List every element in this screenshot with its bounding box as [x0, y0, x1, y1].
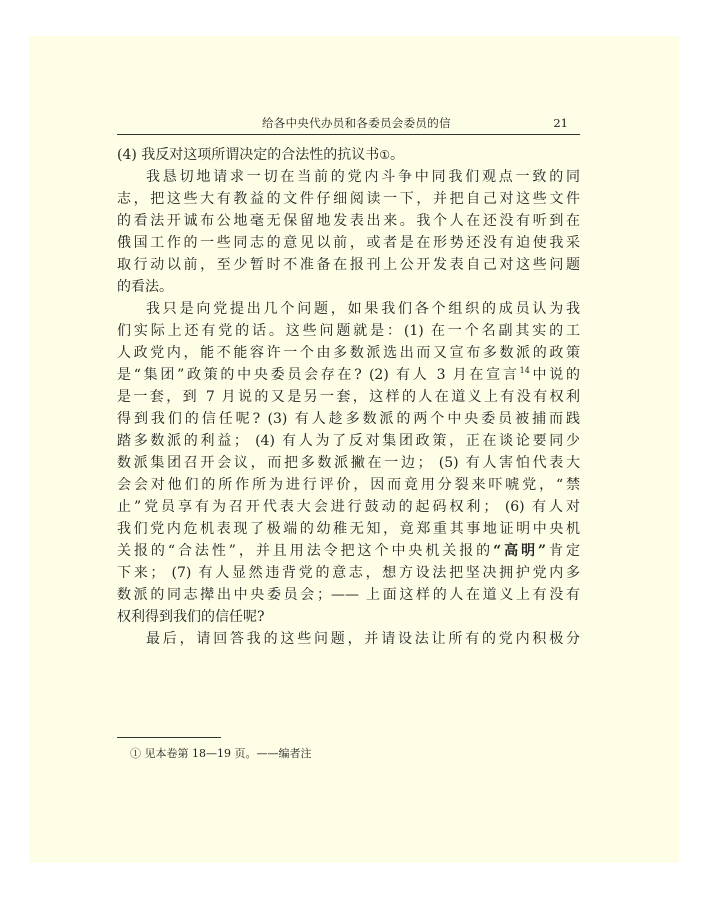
text-line: 取行动以前，至少暂时不准备在报刊上公开发表自己对这些问题 — [117, 257, 580, 273]
footnote: ① 见本卷第 18—19 页。——编者注 — [130, 747, 312, 760]
text-line: 踏多数派的利益； (4) 有人为了反对集团政策，正在谈论要同少 — [117, 433, 580, 449]
emphasis-text: “高明” — [493, 543, 547, 559]
running-header — [117, 112, 580, 135]
endnote-marker[interactable]: 14 — [519, 366, 530, 375]
text-line: 是一套，到 7 月说的又是另一套，这样的人在道义上有没有权利 — [117, 389, 580, 405]
text-line: 得到我们的信任呢? (3) 有人趁多数派的两个中央委员被捕而践 — [117, 411, 580, 427]
text-segment: 是“集团”政策的中央委员会存在? (2) 有人 3 月在宣言 — [117, 367, 520, 383]
text-line: 志，把这些大有教益的文件仔细阅读一下，并把自己对这些文件 — [117, 191, 580, 207]
text-line: 的看法开诚布公地毫无保留地发表出来。我个人在还没有听到在 — [117, 213, 580, 229]
text-line: 俄国工作的一些同志的意见以前，或者是在形势还没有迫使我采 — [117, 235, 580, 251]
text-line: 数派的同志撵出中央委员会；—— 上面这样的人在道义上有没有 — [117, 587, 580, 603]
text-segment: 肯定 — [546, 543, 580, 559]
text-segment: 关报的“合法性”，并且用法令把这个中央机关报的 — [117, 543, 494, 559]
text-line: 人政党内，能不能容许一个由多数派选出而又宣布多数派的政策 — [117, 345, 580, 361]
footnote-marker[interactable]: ① — [379, 148, 391, 162]
text-line — [117, 364, 580, 386]
text-segment: (4) 我反对这项所谓决定的合法性的抗议书 — [117, 147, 380, 163]
running-title: 给各中央代办员和各委员会委员的信 — [262, 116, 451, 130]
text-line: 我只是向党提出几个问题，如果我们各个组织的成员认为我 — [146, 301, 580, 317]
text-line: 下来； (7) 有人显然违背党的意志，想方设法把坚决拥护党内多 — [117, 565, 580, 581]
footnote-rule — [117, 737, 221, 738]
body-text — [117, 144, 580, 650]
page-number: 21 — [553, 116, 568, 130]
text-line: 们实际上还有党的话。这些问题就是：(1) 在一个名副其实的工 — [117, 323, 580, 339]
text-line — [117, 144, 580, 166]
text-line: 的看法。 — [117, 279, 173, 295]
text-line: 止”党员享有为召开代表大会进行鼓动的起码权利； (6) 有人对 — [117, 499, 580, 515]
text-line: 最后，请回答我的这些问题，并请设法让所有的党内积极分 — [146, 631, 580, 647]
text-line: 会会对他们的所作所为进行评价，因而竟用分裂来吓唬党，“禁 — [117, 477, 580, 493]
text-line: 我们党内危机表现了极端的幼稚无知，竟郑重其事地证明中央机 — [117, 521, 580, 537]
text-line: 权利得到我们的信任呢? — [117, 609, 265, 625]
text-line: 我恳切地请求一切在当前的党内斗争中同我们观点一致的同 — [146, 169, 580, 185]
text-line — [117, 540, 580, 562]
text-line: 数派集团召开会议，而把多数派撇在一边； (5) 有人害怕代表大 — [117, 455, 580, 471]
text-segment: 。 — [390, 147, 405, 163]
text-segment: 中说的 — [529, 367, 581, 383]
